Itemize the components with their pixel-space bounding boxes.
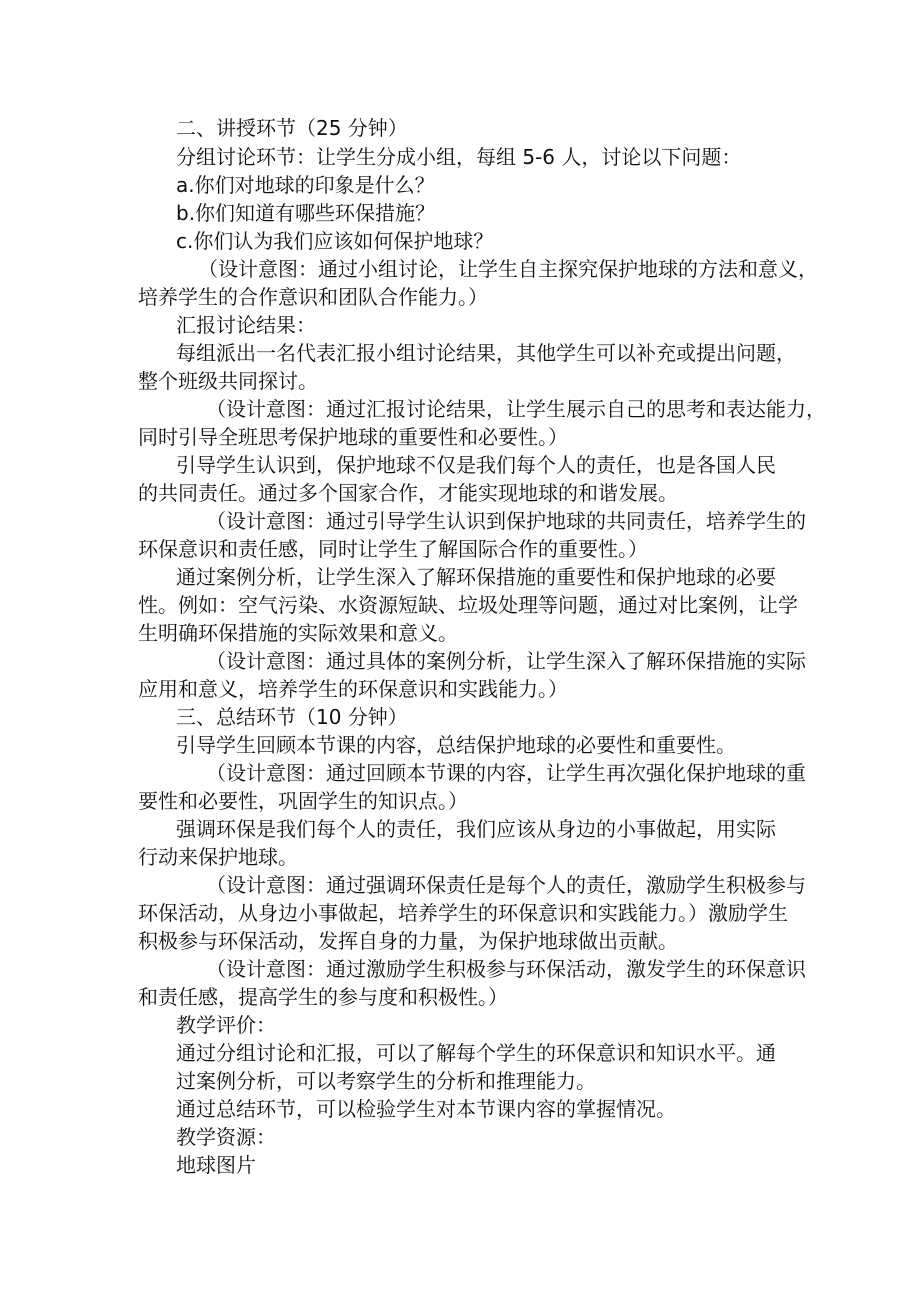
question-line: a.你们对地球的印象是什么？ <box>176 173 435 197</box>
text-line: 积极参与环保活动，发挥自身的力量，为保护地球做出贡献。 <box>138 929 678 953</box>
text-line: 地球图片 <box>176 1153 256 1177</box>
design-intent-line: （设计意图：通过引导学生认识到保护地球的共同责任，培养学生的 <box>206 509 806 533</box>
subheading: 教学评价： <box>176 1013 276 1037</box>
text-line: 每组派出一名代表汇报小组讨论结果，其他学生可以补充或提出问题， <box>176 341 796 365</box>
text-line: 强调环保是我们每个人的责任，我们应该从身边的小事做起，用实际 <box>176 817 776 841</box>
design-intent-line: 培养学生的合作意识和团队合作能力。） <box>138 285 488 309</box>
design-intent-line: （设计意图：通过具体的案例分析，让学生深入了解环保措施的实际 <box>206 649 806 673</box>
text-line: 行动来保护地球。 <box>138 845 298 869</box>
text-line: 性。例如：空气污染、水资源短缺、垃圾处理等问题，通过对比案例，让学 <box>138 593 798 617</box>
design-intent-line: 和责任感，提高学生的参与度和积极性。） <box>138 985 508 1009</box>
text-line: 引导学生认识到，保护地球不仅是我们每个人的责任，也是各国人民 <box>176 453 776 477</box>
question-line: b.你们知道有哪些环保措施？ <box>176 201 436 225</box>
text-line: 的共同责任。通过多个国家合作，才能实现地球的和谐发展。 <box>138 481 678 505</box>
design-intent-line: （设计意图：通过回顾本节课的内容，让学生再次强化保护地球的重 <box>206 761 806 785</box>
text-line: 引导学生回顾本节课的内容，总结保护地球的必要性和重要性。 <box>176 733 736 757</box>
design-intent-line: 要性和必要性，巩固学生的知识点。） <box>138 789 468 813</box>
text-line: 生明确环保措施的实际效果和意义。 <box>138 621 458 645</box>
question-line: c.你们认为我们应该如何保护地球？ <box>176 229 494 253</box>
design-intent-line: 环保意识和责任感，同时让学生了解国际合作的重要性。） <box>138 537 648 561</box>
text-line: 通过案例分析，让学生深入了解环保措施的重要性和保护地球的必要 <box>176 565 776 589</box>
design-intent-line: 应用和意义，培养学生的环保意识和实践能力。） <box>138 677 568 701</box>
text-line: 分组讨论环节：让学生分成小组，每组 5-6 人，讨论以下问题： <box>176 145 742 169</box>
subheading: 教学资源： <box>176 1125 276 1149</box>
text-line: 通过分组讨论和汇报，可以了解每个学生的环保意识和知识水平。通 <box>176 1041 776 1065</box>
design-intent-line: 环保活动，从身边小事做起，培养学生的环保意识和实践能力。）激励学生 <box>138 901 788 925</box>
design-intent-line: （设计意图：通过强调环保责任是每个人的责任，激励学生积极参与 <box>206 873 806 897</box>
design-intent-line: （设计意图：通过汇报讨论结果，让学生展示自己的思考和表达能力， <box>206 397 826 421</box>
text-line: 整个班级共同探讨。 <box>138 369 318 393</box>
design-intent-line: （设计意图：通过激励学生积极参与环保活动，激发学生的环保意识 <box>206 957 806 981</box>
text-line: 通过总结环节，可以检验学生对本节课内容的掌握情况。 <box>176 1097 676 1121</box>
subheading: 汇报讨论结果： <box>176 313 316 337</box>
design-intent-line: （设计意图：通过小组讨论，让学生自主探究保护地球的方法和意义， <box>198 257 818 281</box>
design-intent-line: 同时引导全班思考保护地球的重要性和必要性。） <box>138 425 568 449</box>
section-heading: 二、讲授环节（25 分钟） <box>176 116 408 140</box>
text-line: 过案例分析，可以考察学生的分析和推理能力。 <box>176 1069 596 1093</box>
section-heading: 三、总结环节（10 分钟） <box>176 705 408 729</box>
